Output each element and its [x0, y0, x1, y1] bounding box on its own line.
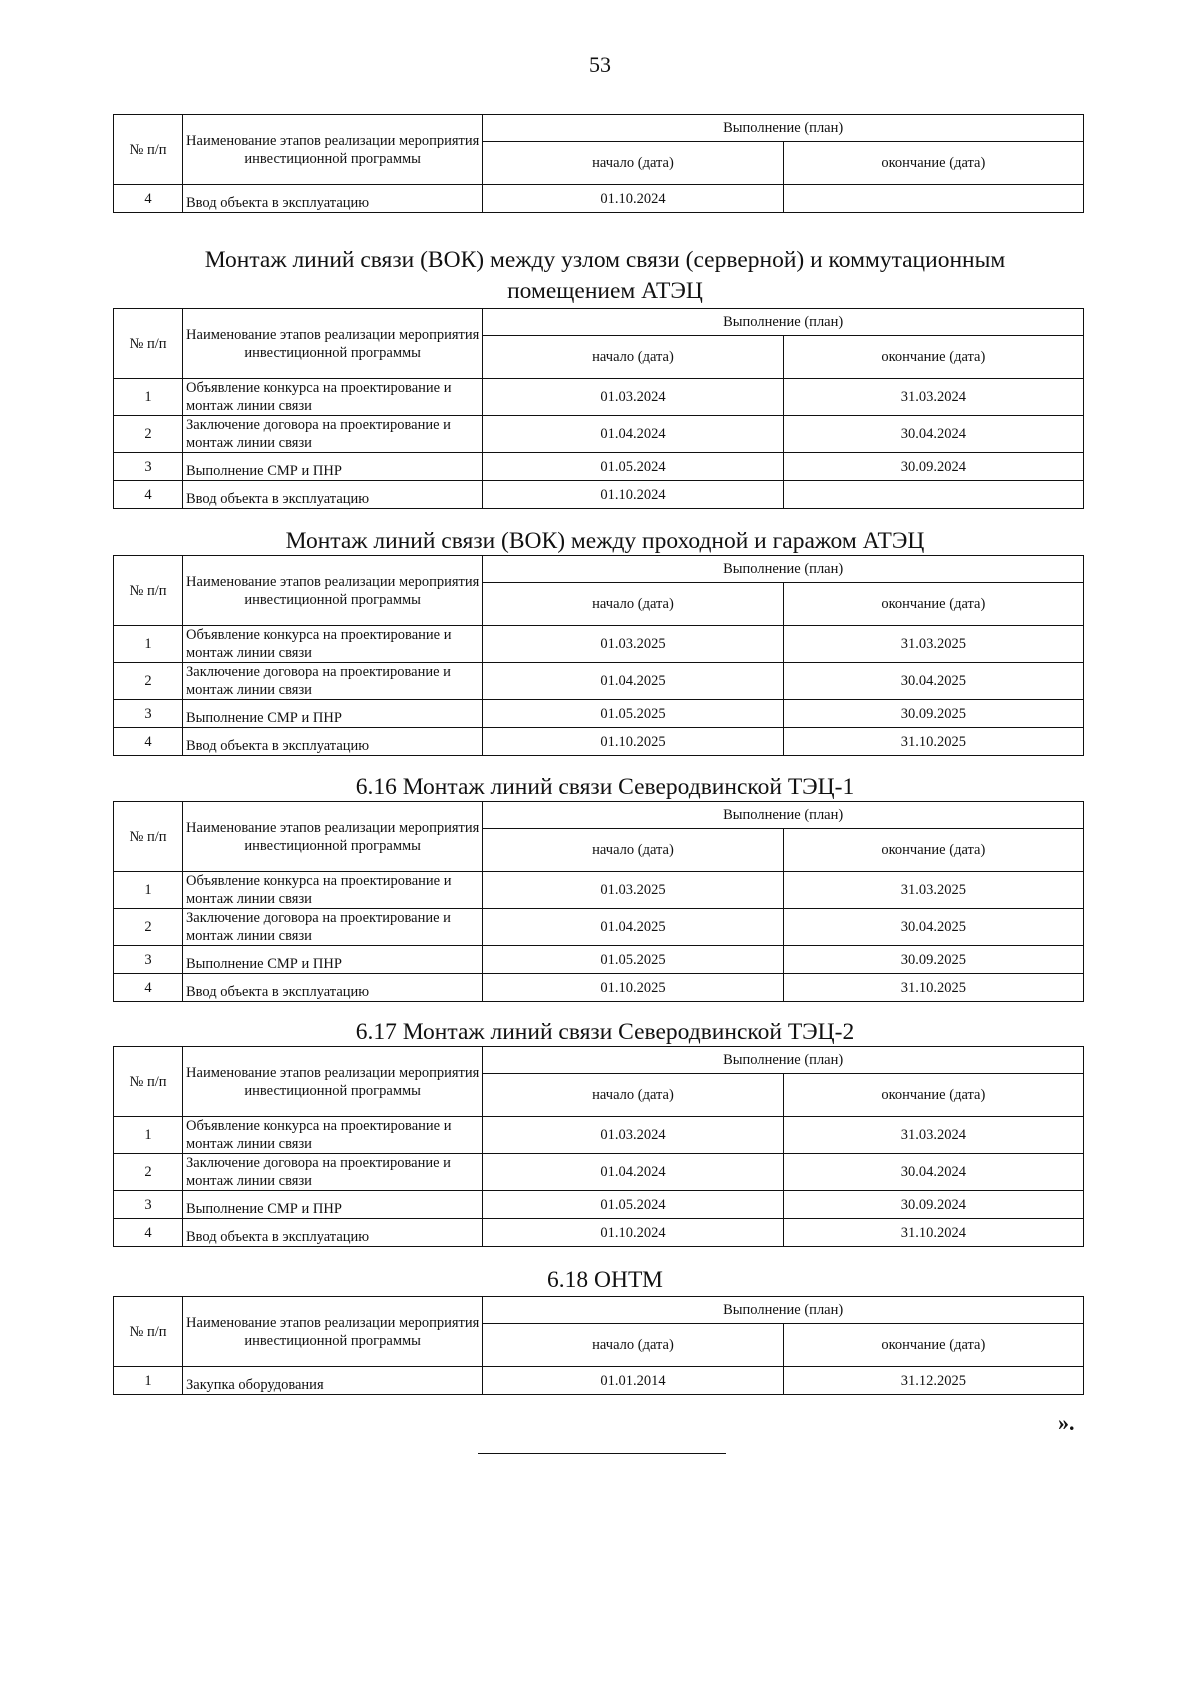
- header-group: Выполнение (план): [483, 115, 1084, 142]
- header-end: окончание (дата): [783, 1324, 1083, 1367]
- row-end: [783, 481, 1083, 509]
- row-start: 01.10.2024: [483, 185, 783, 213]
- header-group: Выполнение (план): [483, 1297, 1084, 1324]
- header-start: начало (дата): [483, 336, 783, 379]
- row-start: 01.04.2025: [483, 663, 783, 700]
- table-row: [114, 1367, 1084, 1395]
- row-num: 2: [114, 909, 183, 946]
- row-start: 01.04.2024: [483, 416, 783, 453]
- header-end: окончание (дата): [783, 142, 1083, 185]
- header-start: начало (дата): [483, 829, 783, 872]
- row-end: 31.03.2025: [783, 872, 1083, 909]
- stages-table: [113, 1296, 1084, 1395]
- table-row: [114, 872, 1084, 909]
- row-end: 30.09.2025: [783, 946, 1083, 974]
- section-title: Монтаж линий связи (ВОК) между узлом связи (серверной) и коммутационным помещением АТЭЦ: [204, 247, 1006, 304]
- row-start: 01.04.2025: [483, 909, 783, 946]
- row-name: Объявление конкурса на проектирование и монтаж линии связи: [183, 626, 483, 663]
- header-start: начало (дата): [483, 1074, 783, 1117]
- footer-divider: [478, 1453, 726, 1454]
- header-group: Выполнение (план): [483, 309, 1084, 336]
- row-name: Объявление конкурса на проектирование и монтаж линии связи: [183, 1117, 483, 1154]
- row-num: 3: [114, 453, 183, 481]
- row-start: 01.01.2014: [483, 1367, 783, 1395]
- table-row: [114, 1191, 1084, 1219]
- header-num: № п/п: [114, 115, 183, 185]
- header-start: начало (дата): [483, 142, 783, 185]
- row-start: 01.10.2024: [483, 481, 783, 509]
- row-num: 1: [114, 379, 183, 416]
- section-title: 6.16 Монтаж линий связи Северодвинской ТЭЦ-1: [355, 774, 855, 800]
- row-num: 3: [114, 700, 183, 728]
- table-row: [114, 1154, 1084, 1191]
- row-name: Объявление конкурса на проектирование и монтаж линии связи: [183, 872, 483, 909]
- table-row: [114, 946, 1084, 974]
- row-end: 30.09.2025: [783, 700, 1083, 728]
- row-start: 01.10.2025: [483, 974, 783, 1002]
- header-group: Выполнение (план): [483, 802, 1084, 829]
- table-row: [114, 909, 1084, 946]
- header-name: Наименование этапов реализации мероприятия инвестиционной программы: [183, 802, 483, 872]
- table-row: [114, 481, 1084, 509]
- row-end: 31.10.2025: [783, 728, 1083, 756]
- section-title: 6.17 Монтаж линий связи Северодвинской ТЭЦ-2: [355, 1019, 855, 1045]
- row-name: Объявление конкурса на проектирование и монтаж линии связи: [183, 379, 483, 416]
- header-num: № п/п: [114, 556, 183, 626]
- header-start: начало (дата): [483, 583, 783, 626]
- header-end: окончание (дата): [783, 829, 1083, 872]
- row-start: 01.10.2025: [483, 728, 783, 756]
- row-num: 4: [114, 481, 183, 509]
- header-start: начало (дата): [483, 1324, 783, 1367]
- header-num: № п/п: [114, 802, 183, 872]
- row-num: 2: [114, 1154, 183, 1191]
- section-title: Монтаж линий связи (ВОК) между проходной и гаражом АТЭЦ: [285, 528, 925, 554]
- table-row: [114, 1117, 1084, 1154]
- section-title: 6.18 ОНТМ: [547, 1267, 663, 1293]
- row-num: 1: [114, 1117, 183, 1154]
- stages-table: [113, 555, 1084, 756]
- stages-table-continued: [113, 114, 1084, 213]
- header-end: окончание (дата): [783, 336, 1083, 379]
- header-group: Выполнение (план): [483, 1047, 1084, 1074]
- table-row: [114, 453, 1084, 481]
- table-row: [114, 1219, 1084, 1247]
- stages-table: [113, 1046, 1084, 1247]
- row-end: 31.03.2025: [783, 626, 1083, 663]
- table-row: [114, 728, 1084, 756]
- row-name: Выполнение СМР и ПНР: [183, 1191, 483, 1219]
- stages-table: [113, 308, 1084, 509]
- row-start: 01.04.2024: [483, 1154, 783, 1191]
- row-end: 31.10.2024: [783, 1219, 1083, 1247]
- stages-table: [113, 801, 1084, 1002]
- row-name: Выполнение СМР и ПНР: [183, 946, 483, 974]
- table-row: [114, 626, 1084, 663]
- row-name: Ввод объекта в эксплуатацию: [183, 728, 483, 756]
- header-name: Наименование этапов реализации мероприятия инвестиционной программы: [183, 1297, 483, 1367]
- row-num: 1: [114, 1367, 183, 1395]
- closing-quote-mark: ».: [1058, 1410, 1075, 1435]
- row-start: 01.05.2025: [483, 946, 783, 974]
- row-num: 1: [114, 872, 183, 909]
- row-start: 01.05.2024: [483, 453, 783, 481]
- row-name: Заключение договора на проектирование и монтаж линии связи: [183, 909, 483, 946]
- table-row: [114, 700, 1084, 728]
- row-num: 1: [114, 626, 183, 663]
- row-end: [783, 185, 1083, 213]
- header-num: № п/п: [114, 309, 183, 379]
- header-name: Наименование этапов реализации мероприятия инвестиционной программы: [183, 556, 483, 626]
- row-num: 4: [114, 974, 183, 1002]
- row-start: 01.10.2024: [483, 1219, 783, 1247]
- row-num: 4: [114, 728, 183, 756]
- header-end: окончание (дата): [783, 583, 1083, 626]
- row-name: Заключение договора на проектирование и монтаж линии связи: [183, 1154, 483, 1191]
- row-name: Ввод объекта в эксплуатацию: [183, 481, 483, 509]
- row-start: 01.03.2025: [483, 872, 783, 909]
- row-start: 01.05.2025: [483, 700, 783, 728]
- row-name: Выполнение СМР и ПНР: [183, 700, 483, 728]
- row-num: 4: [114, 185, 183, 213]
- header-name: Наименование этапов реализации мероприятия инвестиционной программы: [183, 1047, 483, 1117]
- table-row: [114, 416, 1084, 453]
- row-start: 01.03.2024: [483, 1117, 783, 1154]
- header-name: Наименование этапов реализации мероприятия инвестиционной программы: [183, 309, 483, 379]
- row-num: 3: [114, 1191, 183, 1219]
- row-end: 31.12.2025: [783, 1367, 1083, 1395]
- table-row: [114, 663, 1084, 700]
- row-start: 01.03.2025: [483, 626, 783, 663]
- row-end: 31.03.2024: [783, 1117, 1083, 1154]
- table-row: [114, 185, 1084, 213]
- row-name: Заключение договора на проектирование и монтаж линии связи: [183, 663, 483, 700]
- header-num: № п/п: [114, 1297, 183, 1367]
- header-name: Наименование этапов реализации мероприятия инвестиционной программы: [183, 115, 483, 185]
- row-end: 30.04.2024: [783, 416, 1083, 453]
- page-number: 53: [589, 52, 611, 77]
- row-start: 01.03.2024: [483, 379, 783, 416]
- row-name: Ввод объекта в эксплуатацию: [183, 185, 483, 213]
- row-end: 30.09.2024: [783, 453, 1083, 481]
- row-start: 01.05.2024: [483, 1191, 783, 1219]
- row-num: 4: [114, 1219, 183, 1247]
- header-end: окончание (дата): [783, 1074, 1083, 1117]
- row-name: Заключение договора на проектирование и монтаж линии связи: [183, 416, 483, 453]
- table-row: [114, 379, 1084, 416]
- row-end: 31.03.2024: [783, 379, 1083, 416]
- row-end: 30.04.2024: [783, 1154, 1083, 1191]
- row-end: 31.10.2025: [783, 974, 1083, 1002]
- row-name: Выполнение СМР и ПНР: [183, 453, 483, 481]
- row-end: 30.04.2025: [783, 663, 1083, 700]
- row-num: 2: [114, 663, 183, 700]
- row-num: 2: [114, 416, 183, 453]
- header-num: № п/п: [114, 1047, 183, 1117]
- table-row: [114, 974, 1084, 1002]
- row-name: Закупка оборудования: [183, 1367, 483, 1395]
- row-name: Ввод объекта в эксплуатацию: [183, 1219, 483, 1247]
- row-name: Ввод объекта в эксплуатацию: [183, 974, 483, 1002]
- row-num: 3: [114, 946, 183, 974]
- row-end: 30.04.2025: [783, 909, 1083, 946]
- header-group: Выполнение (план): [483, 556, 1084, 583]
- row-end: 30.09.2024: [783, 1191, 1083, 1219]
